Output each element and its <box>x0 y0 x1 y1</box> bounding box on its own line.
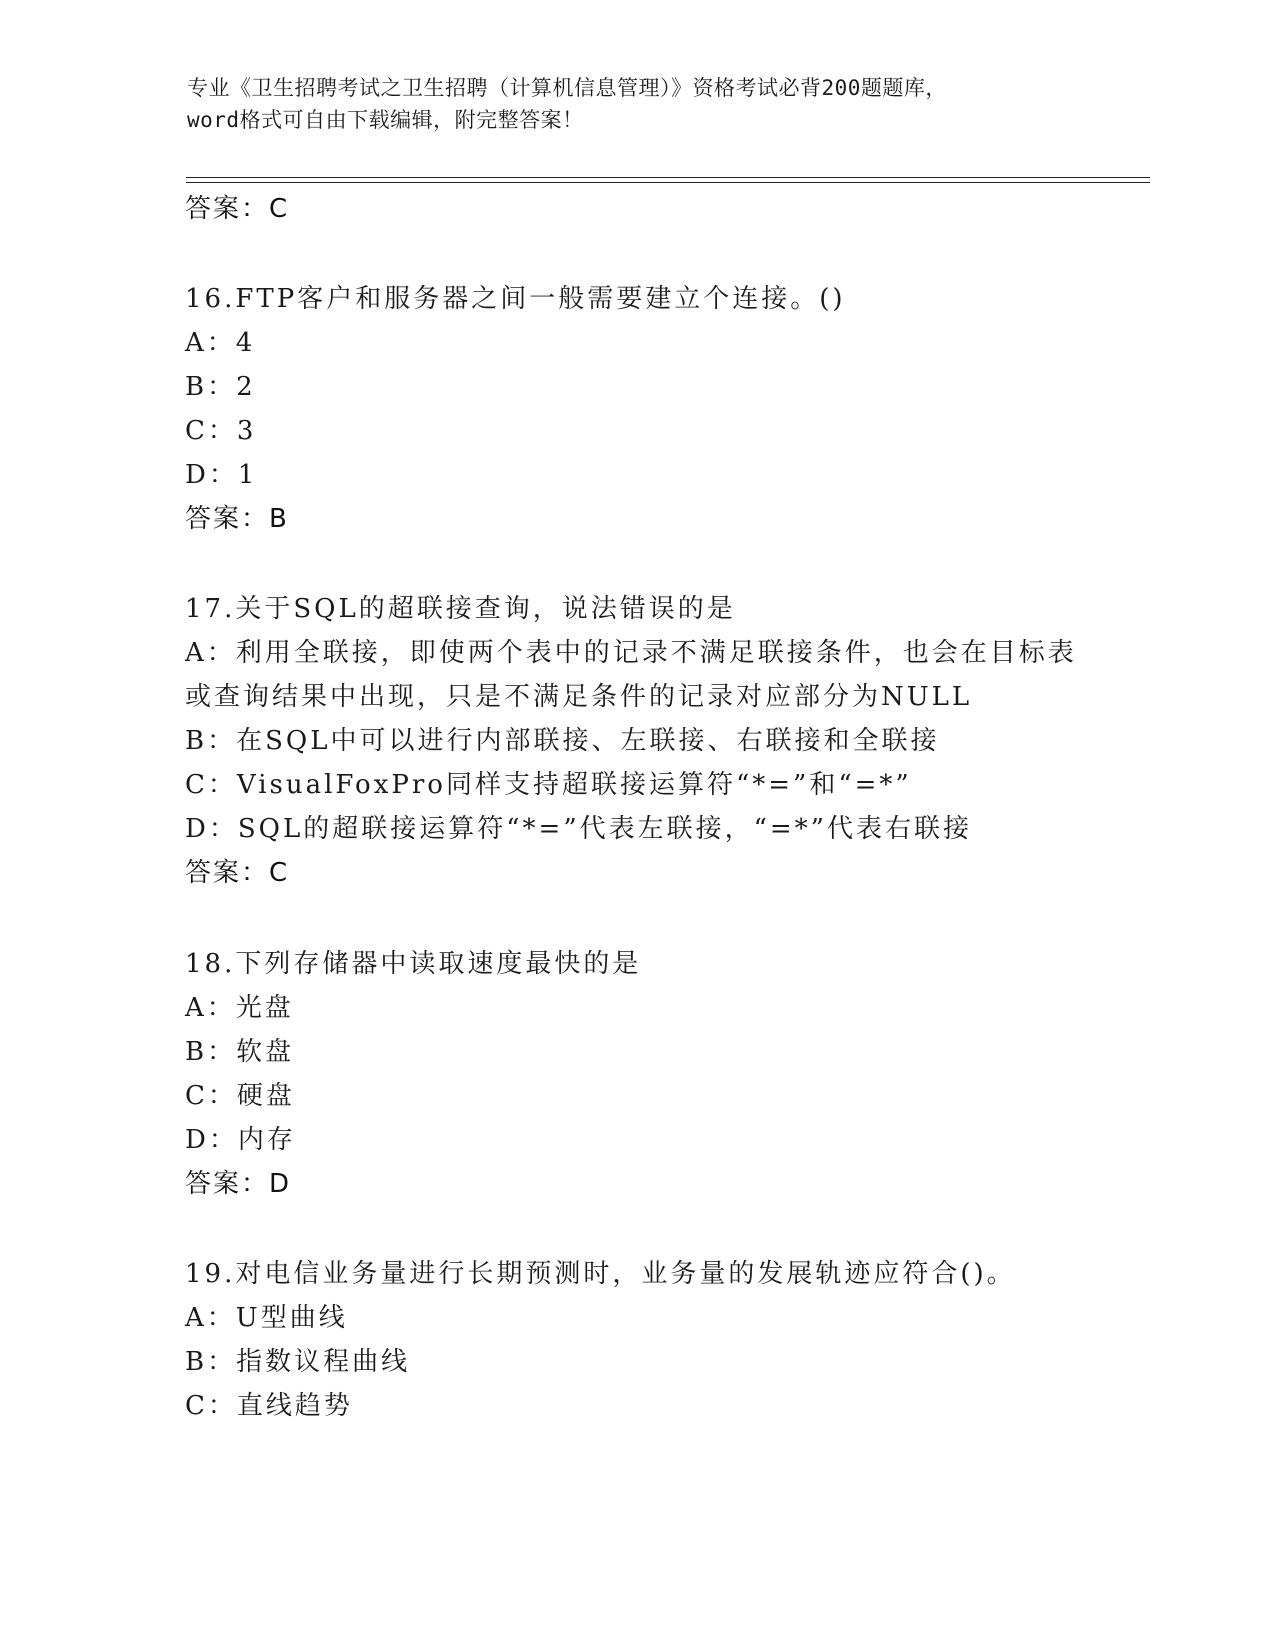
question-18-option-c: C：硬盘 <box>185 1081 295 1111</box>
question-17-option-c: C：VisualFoxPro同样支持超联接运算符“*=”和“=*” <box>185 770 912 800</box>
question-19-stem: 19.对电信业务量进行长期预测时，业务量的发展轨迹应符合()。 <box>185 1259 1016 1289</box>
question-17-answer: 答案：C <box>185 858 290 888</box>
question-19-option-b: B：指数议程曲线 <box>185 1347 411 1377</box>
question-18-answer: 答案：D <box>185 1169 292 1199</box>
question-17-option-a: A：利用全联接，即使两个表中的记录不满足联接条件，也会在目标表 <box>185 638 1077 668</box>
header-line-1: 专业《卫生招聘考试之卫生招聘（计算机信息管理）》资格考试必背200题题库， <box>187 76 947 100</box>
question-16-option-b: B：2 <box>185 372 256 402</box>
question-16-stem: 16.FTP客户和服务器之间一般需要建立个连接。() <box>185 284 846 314</box>
question-19-option-a: A：U型曲线 <box>185 1303 348 1333</box>
previous-answer: 答案：C <box>185 194 290 224</box>
header-divider-bottom <box>186 182 1150 183</box>
question-17-option-d: D：SQL的超联接运算符“*=”代表左联接，“=*”代表右联接 <box>185 814 972 844</box>
question-16-option-c: C：3 <box>185 416 257 446</box>
header-line-2: word格式可自由下载编辑，附完整答案！ <box>187 108 584 132</box>
question-16-option-d: D：1 <box>185 460 258 490</box>
question-16-option-a: A：4 <box>185 328 256 358</box>
question-18-option-b: B：软盘 <box>185 1037 295 1067</box>
question-18-option-a: A：光盘 <box>185 993 294 1023</box>
question-16-answer: 答案：B <box>185 504 289 534</box>
question-18-option-d: D：内存 <box>185 1125 296 1155</box>
question-18-stem: 18.下列存储器中读取速度最快的是 <box>185 949 642 979</box>
question-17-option-b: B：在SQL中可以进行内部联接、左联接、右联接和全联接 <box>185 726 940 756</box>
question-19-option-c: C：直线趋势 <box>185 1391 353 1421</box>
document-header <box>187 72 1087 136</box>
question-17-option-a-continued: 或查询结果中出现，只是不满足条件的记录对应部分为NULL <box>185 682 973 712</box>
header-divider-top <box>186 177 1150 178</box>
question-17-stem: 17.关于SQL的超联接查询，说法错误的是 <box>185 594 736 624</box>
